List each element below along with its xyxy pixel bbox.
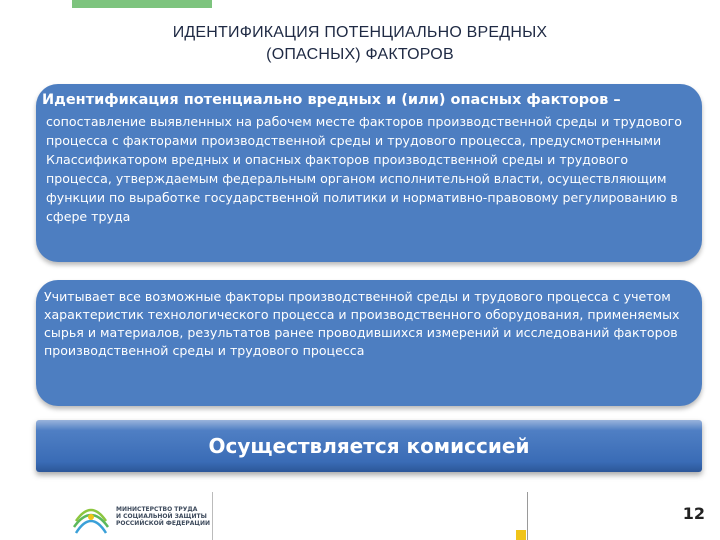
- title-line-1: ИДЕНТИФИКАЦИЯ ПОТЕНЦИАЛЬНО ВРЕДНЫХ: [172, 24, 548, 41]
- committee-label: Осуществляется комиссией: [208, 434, 530, 458]
- ministry-logo: [72, 496, 212, 536]
- committee-banner: [36, 420, 702, 472]
- title-line-2: (ОПАСНЫХ) ФАКТОРОВ: [266, 46, 454, 63]
- ministry-name: [116, 506, 210, 527]
- considers-panel: [36, 280, 702, 406]
- ministry-name-line-3: РОССИЙСКОЙ ФЕДЕРАЦИИ: [116, 519, 211, 527]
- definition-term: Идентификация потенциально вредных и (или) опасных факторов –: [42, 92, 621, 108]
- ministry-name-line-2: И СОЦИАЛЬНОЙ ЗАЩИТЫ: [116, 512, 207, 520]
- page-number-box: [527, 492, 713, 540]
- footer-divider: [212, 492, 213, 540]
- slide-title: [60, 22, 660, 66]
- top-accent-bar: [72, 0, 212, 8]
- considers-text: Учитывает все возможные факторы производственной среды и трудового процесса с учетом характеристик технологического процесса и производственного оборудования, применяемых сырья и материалов, результатов ранее проводившихся измерений и исследований факторов производственной среды и трудового процесса: [44, 289, 680, 358]
- ministry-name-line-1: МИНИСТЕРСТВО ТРУДА: [116, 505, 198, 513]
- ministry-emblem-icon: [72, 497, 110, 535]
- page-number: 12: [682, 504, 705, 523]
- definition-body: сопоставление выявленных на рабочем месте факторов производственной среды и трудового процесса с факторами производственной среды и трудового процесса, предусмотренными Классификатором вредных и опасных факторов производственной среды и трудового процесса, утверждаемым федеральным органом исполнительной власти, осуществляющим функции по выработке государственной политики и нормативно-правовому регулированию в сфере труда: [46, 114, 682, 224]
- definition-panel: [36, 84, 702, 262]
- footer-corner-mark: [516, 530, 526, 540]
